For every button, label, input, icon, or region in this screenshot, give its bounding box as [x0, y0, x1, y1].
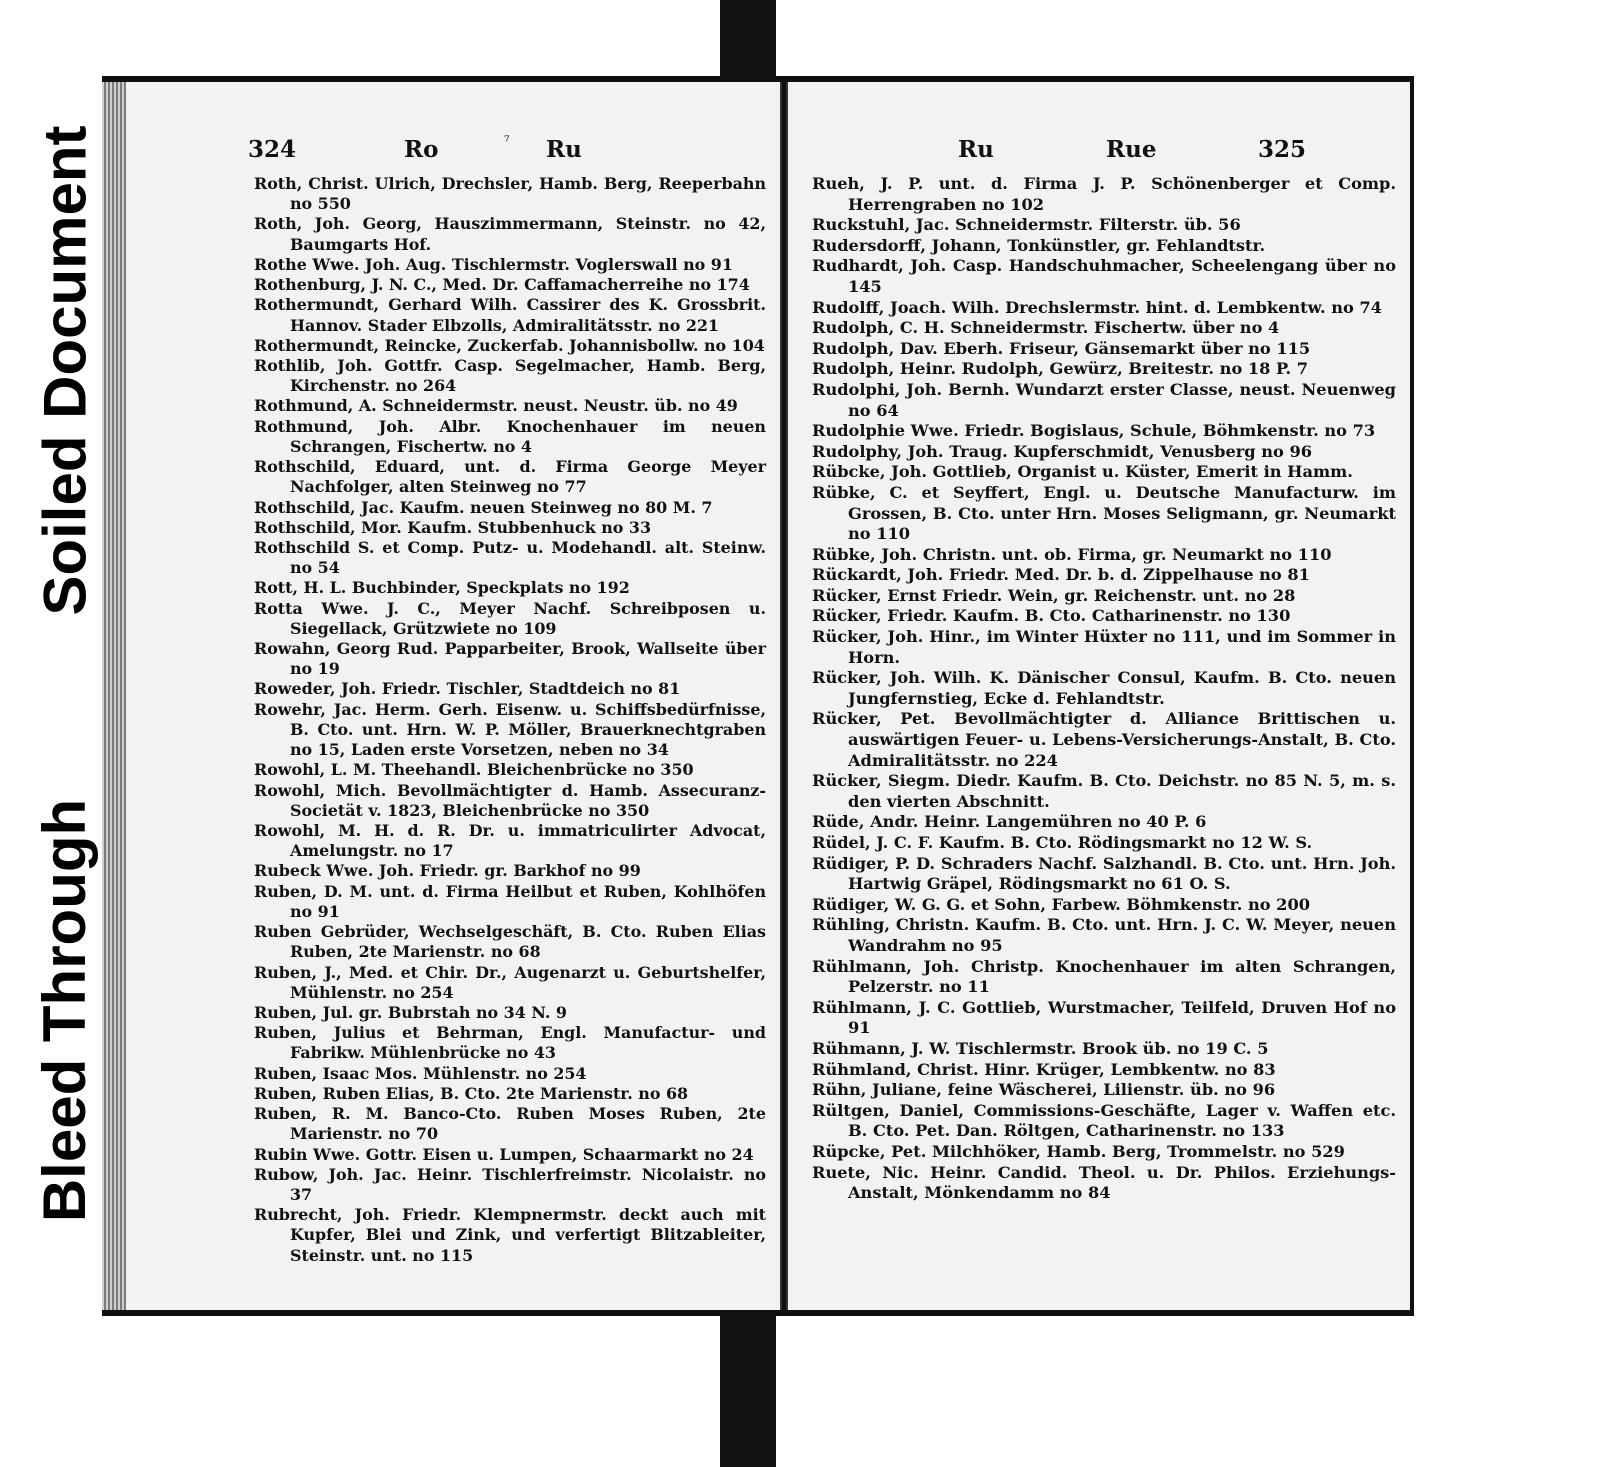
directory-entry: Rüdel, J. C. F. Kaufm. B. Cto. Rödingsmarkt no 12 W. S. — [812, 833, 1313, 852]
directory-entry: Rüpcke, Pet. Milchhöker, Hamb. Berg, Trommelstr. no 529 — [812, 1141, 1345, 1161]
directory-entry: Rudersdorff, Johann, Tonkünstler, gr. Fehlandtstr. — [812, 235, 1266, 255]
directory-entry: Rothermundt, Reincke, Zuckerfab. Johannisbollw. no 104 — [254, 335, 765, 355]
right-head-from: Ru — [958, 136, 994, 163]
directory-entry: Rothmund, A. Schneidermstr. neust. Neustr. üb. no 49 — [254, 396, 738, 416]
right-entry-list — [812, 174, 1396, 1204]
open-book — [102, 76, 1414, 1316]
directory-entry: Rudolph, Dav. Eberh. Friseur, Gänsemarkt über no 115 — [812, 338, 1311, 358]
directory-entry: Rücker, Joh. Wilh. K. Dänischer Consul, Kaufm. B. Cto. neuen Jungfernstieg, Ecke d. Fehlandtstr. — [812, 668, 1396, 708]
right-head-to: Rue — [1106, 136, 1157, 163]
directory-entry: Ruben, R. M. Banco-Cto. Ruben Moses Ruben, 2te Marienstr. no 70 — [254, 1104, 766, 1144]
directory-entry: Rüdiger, W. G. G. et Sohn, Farbew. Böhmkenstr. no 200 — [812, 894, 1310, 914]
directory-entry: Rueh, J. P. unt. d. Firma J. P. Schönenberger et Comp. Herrengraben no 102 — [812, 174, 1396, 214]
directory-entry: Rubeck Wwe. Joh. Friedr. gr. Barkhof no 99 — [254, 861, 641, 881]
left-head-to: Ru — [546, 136, 582, 163]
directory-entry: Ruben, J., Med. et Chir. Dr., Augenarzt u. Geburtshelfer, Mühlenstr. no 254 — [254, 962, 766, 1002]
directory-entry: Rüdiger, P. D. Schraders Nachf. Salzhandl. B. Cto. unt. Hrn. Joh. Hartwig Gräpel, Rödingsmarkt no 61 O. S. — [812, 853, 1396, 894]
directory-entry: Rücker, Ernst Friedr. Wein, gr. Reichenstr. unt. no 28 — [812, 585, 1296, 605]
left-entry-list — [254, 174, 766, 1266]
left-page — [126, 82, 782, 1310]
directory-entry: Rowohl, Mich. Bevollmächtigter d. Hamb. Assecuranz-Societät v. 1823, Bleichenbrücke no 350 — [254, 780, 766, 820]
directory-entry: Rübcke, Joh. Gottlieb, Organist u. Küster, Emerit in Hamm. — [812, 462, 1353, 482]
target-strip-top — [720, 0, 776, 84]
page-edges — [102, 82, 126, 1310]
right-running-head — [788, 136, 1410, 170]
directory-entry: Ruben, D. M. unt. d. Firma Heilbut et Ruben, Kohlhöfen no 91 — [254, 881, 766, 921]
directory-entry: Rothschild, Eduard, unt. d. Firma George Meyer Nachfolger, alten Steinweg no 77 — [254, 457, 766, 497]
directory-entry: Rücker, Siegm. Diedr. Kaufm. B. Cto. Deichstr. no 85 N. 5, m. s. den vierten Abschnitt. — [812, 771, 1396, 811]
directory-entry: Rudolphy, Joh. Traug. Kupferschmidt, Venusberg no 96 — [812, 441, 1312, 461]
directory-entry: Roweder, Joh. Friedr. Tischler, Stadtdeich no 81 — [254, 679, 681, 699]
directory-entry: Rühlmann, J. C. Gottlieb, Wurstmacher, Teilfeld, Druven Hof no 91 — [812, 997, 1396, 1038]
directory-entry: Ruben Gebrüder, Wechselgeschäft, B. Cto. Ruben Elias Ruben, 2te Marienstr. no 68 — [254, 922, 766, 962]
directory-entry: Rühlmann, Joh. Christp. Knochenhauer im alten Schrangen, Pelzerstr. no 11 — [812, 956, 1396, 997]
directory-entry: Rüde, Andr. Heinr. Langemühren no 40 P. 6 — [812, 812, 1207, 832]
left-running-head — [126, 136, 780, 170]
directory-entry: Rothermundt, Gerhard Wilh. Cassirer des K. Grossbrit. Hannov. Stader Elbzolls, Admiralitätsstr. no 221 — [254, 295, 766, 335]
directory-entry: Rücker, Joh. Hinr., im Winter Hüxter no 111, und im Sommer in Horn. — [812, 627, 1396, 667]
directory-entry: Roth, Joh. Georg, Hauszimmermann, Steinstr. no 42, Baumgarts Hof. — [254, 214, 766, 254]
left-head-from: Ro — [404, 136, 439, 163]
directory-entry: Rotta Wwe. J. C., Meyer Nachf. Schreibposen u. Siegellack, Grützwiete no 109 — [254, 598, 766, 638]
directory-entry: Rothschild, Mor. Kaufm. Stubbenhuck no 33 — [254, 517, 652, 537]
left-page-number: 324 — [248, 136, 297, 163]
directory-entry: Ruben, Julius et Behrman, Engl. Manufactur- und Fabrikw. Mühlenbrücke no 43 — [254, 1023, 766, 1063]
directory-entry: Rübke, Joh. Christn. unt. ob. Firma, gr. Neumarkt no 110 — [812, 544, 1332, 564]
directory-entry: Rubow, Joh. Jac. Heinr. Tischlerfreimstr. Nicolaistr. no 37 — [254, 1164, 766, 1204]
directory-entry: Rubrecht, Joh. Friedr. Klempnermstr. deckt auch mit Kupfer, Blei und Zink, und verfertigt Blitzableiter, Steinstr. unt. no 115 — [254, 1205, 766, 1265]
directory-entry: Rudolphie Wwe. Friedr. Bogislaus, Schule, Böhmkenstr. no 73 — [812, 421, 1376, 441]
soiled-document-text: Soiled Document — [31, 124, 99, 616]
directory-entry: Rubin Wwe. Gottr. Eisen u. Lumpen, Schaarmarkt no 24 — [254, 1144, 754, 1164]
directory-entry: Rübke, C. et Seyffert, Engl. u. Deutsche Manufacturw. im Grossen, B. Cto. unter Hrn. Moses Seligmann, gr. Neumarkt no 110 — [812, 482, 1396, 544]
directory-entry: Rothlib, Joh. Gottfr. Casp. Segelmacher, Hamb. Berg, Kirchenstr. no 264 — [254, 355, 766, 396]
directory-entry: Rott, H. L. Buchbinder, Speckplats no 192 — [254, 578, 630, 598]
directory-entry: Rowohl, M. H. d. R. Dr. u. immatriculirter Advocat, Amelungstr. no 17 — [254, 821, 766, 861]
directory-entry: Rühmann, J. W. Tischlermstr. Brook üb. no 19 C. 5 — [812, 1038, 1269, 1058]
directory-entry: Rühmland, Christ. Hinr. Krüger, Lembkentw. no 83 — [812, 1059, 1276, 1079]
directory-entry: Rudhardt, Joh. Casp. Handschuhmacher, Scheelengang über no 145 — [812, 256, 1396, 296]
directory-entry: Ruben, Isaac Mos. Mühlenstr. no 254 — [254, 1063, 587, 1083]
directory-entry: Rothe Wwe. Joh. Aug. Tischlermstr. Voglerswall no 91 — [254, 254, 733, 274]
directory-entry: Rothschild, Jac. Kaufm. neuen Steinweg no 80 M. 7 — [254, 497, 713, 517]
directory-entry: Rücker, Pet. Bevollmächtigter d. Alliance Brittischen u. auswärtigen Feuer- u. Lebens-Versicherungs-Anstalt, B. Cto. Admiralitätsstr. no 224 — [812, 709, 1396, 770]
directory-entry: Rühn, Juliane, feine Wäscherei, Lilienstr. üb. no 96 — [812, 1080, 1276, 1100]
directory-entry: Rudolff, Joach. Wilh. Drechslermstr. hint. d. Lembkentw. no 74 — [812, 297, 1382, 317]
directory-entry: Rültgen, Daniel, Commissions-Geschäfte, Lager v. Waffen etc. B. Cto. Pet. Dan. Röltgen, Catharinenstr. no 133 — [812, 1100, 1396, 1141]
right-page-number: 325 — [1258, 136, 1307, 163]
directory-entry: Rückardt, Joh. Friedr. Med. Dr. b. d. Zippelhause no 81 — [812, 565, 1310, 585]
directory-entry: Ruete, Nic. Heinr. Candid. Theol. u. Dr. Philos. Erziehungs-Anstalt, Mönkendamm no 84 — [812, 1162, 1396, 1203]
directory-entry: Ruben, Jul. gr. Bubrstah no 34 N. 9 — [254, 1002, 567, 1022]
directory-entry: Rudolphi, Joh. Bernh. Wundarzt erster Classe, neust. Neuenweg no 64 — [812, 379, 1396, 420]
target-strip-bottom — [720, 1296, 776, 1467]
directory-entry: Rothmund, Joh. Albr. Knochenhauer im neuen Schrangen, Fischertw. no 4 — [254, 416, 766, 456]
directory-entry: Rühling, Christn. Kaufm. B. Cto. unt. Hrn. J. C. W. Meyer, neuen Wandrahm no 95 — [812, 915, 1396, 955]
right-page — [786, 82, 1410, 1310]
left-head-mark: ⁷ — [504, 134, 510, 150]
directory-entry: Rowahn, Georg Rud. Papparbeiter, Brook, Wallseite über no 19 — [254, 639, 766, 679]
bleed-through-text: Bleed Through — [31, 798, 99, 1222]
directory-entry: Rudolph, Heinr. Rudolph, Gewürz, Breitestr. no 18 P. 7 — [812, 359, 1309, 379]
directory-entry: Rowehr, Jac. Herm. Gerh. Eisenw. u. Schiffsbedürfnisse, B. Cto. unt. Hrn. W. P. Möller, Brauerknechtgraben no 15, Laden erste Vorsetzen, neben no 34 — [254, 699, 766, 760]
directory-entry: Ruben, Ruben Elias, B. Cto. 2te Marienstr. no 68 — [254, 1083, 689, 1103]
directory-entry: Ruckstuhl, Jac. Schneidermstr. Filterstr. üb. 56 — [812, 215, 1241, 235]
directory-entry: Rudolph, C. H. Schneidermstr. Fischertw. über no 4 — [812, 318, 1280, 338]
directory-entry: Rothenburg, J. N. C., Med. Dr. Caffamacherreihe no 174 — [254, 275, 750, 295]
directory-entry: Rücker, Friedr. Kaufm. B. Cto. Catharinenstr. no 130 — [812, 606, 1291, 626]
directory-entry: Rowohl, L. M. Theehandl. Bleichenbrücke no 350 — [254, 760, 694, 780]
directory-entry: Rothschild S. et Comp. Putz- u. Modehandl. alt. Steinw. no 54 — [254, 537, 766, 578]
directory-entry: Roth, Christ. Ulrich, Drechsler, Hamb. Berg, Reeperbahn no 550 — [254, 174, 766, 214]
